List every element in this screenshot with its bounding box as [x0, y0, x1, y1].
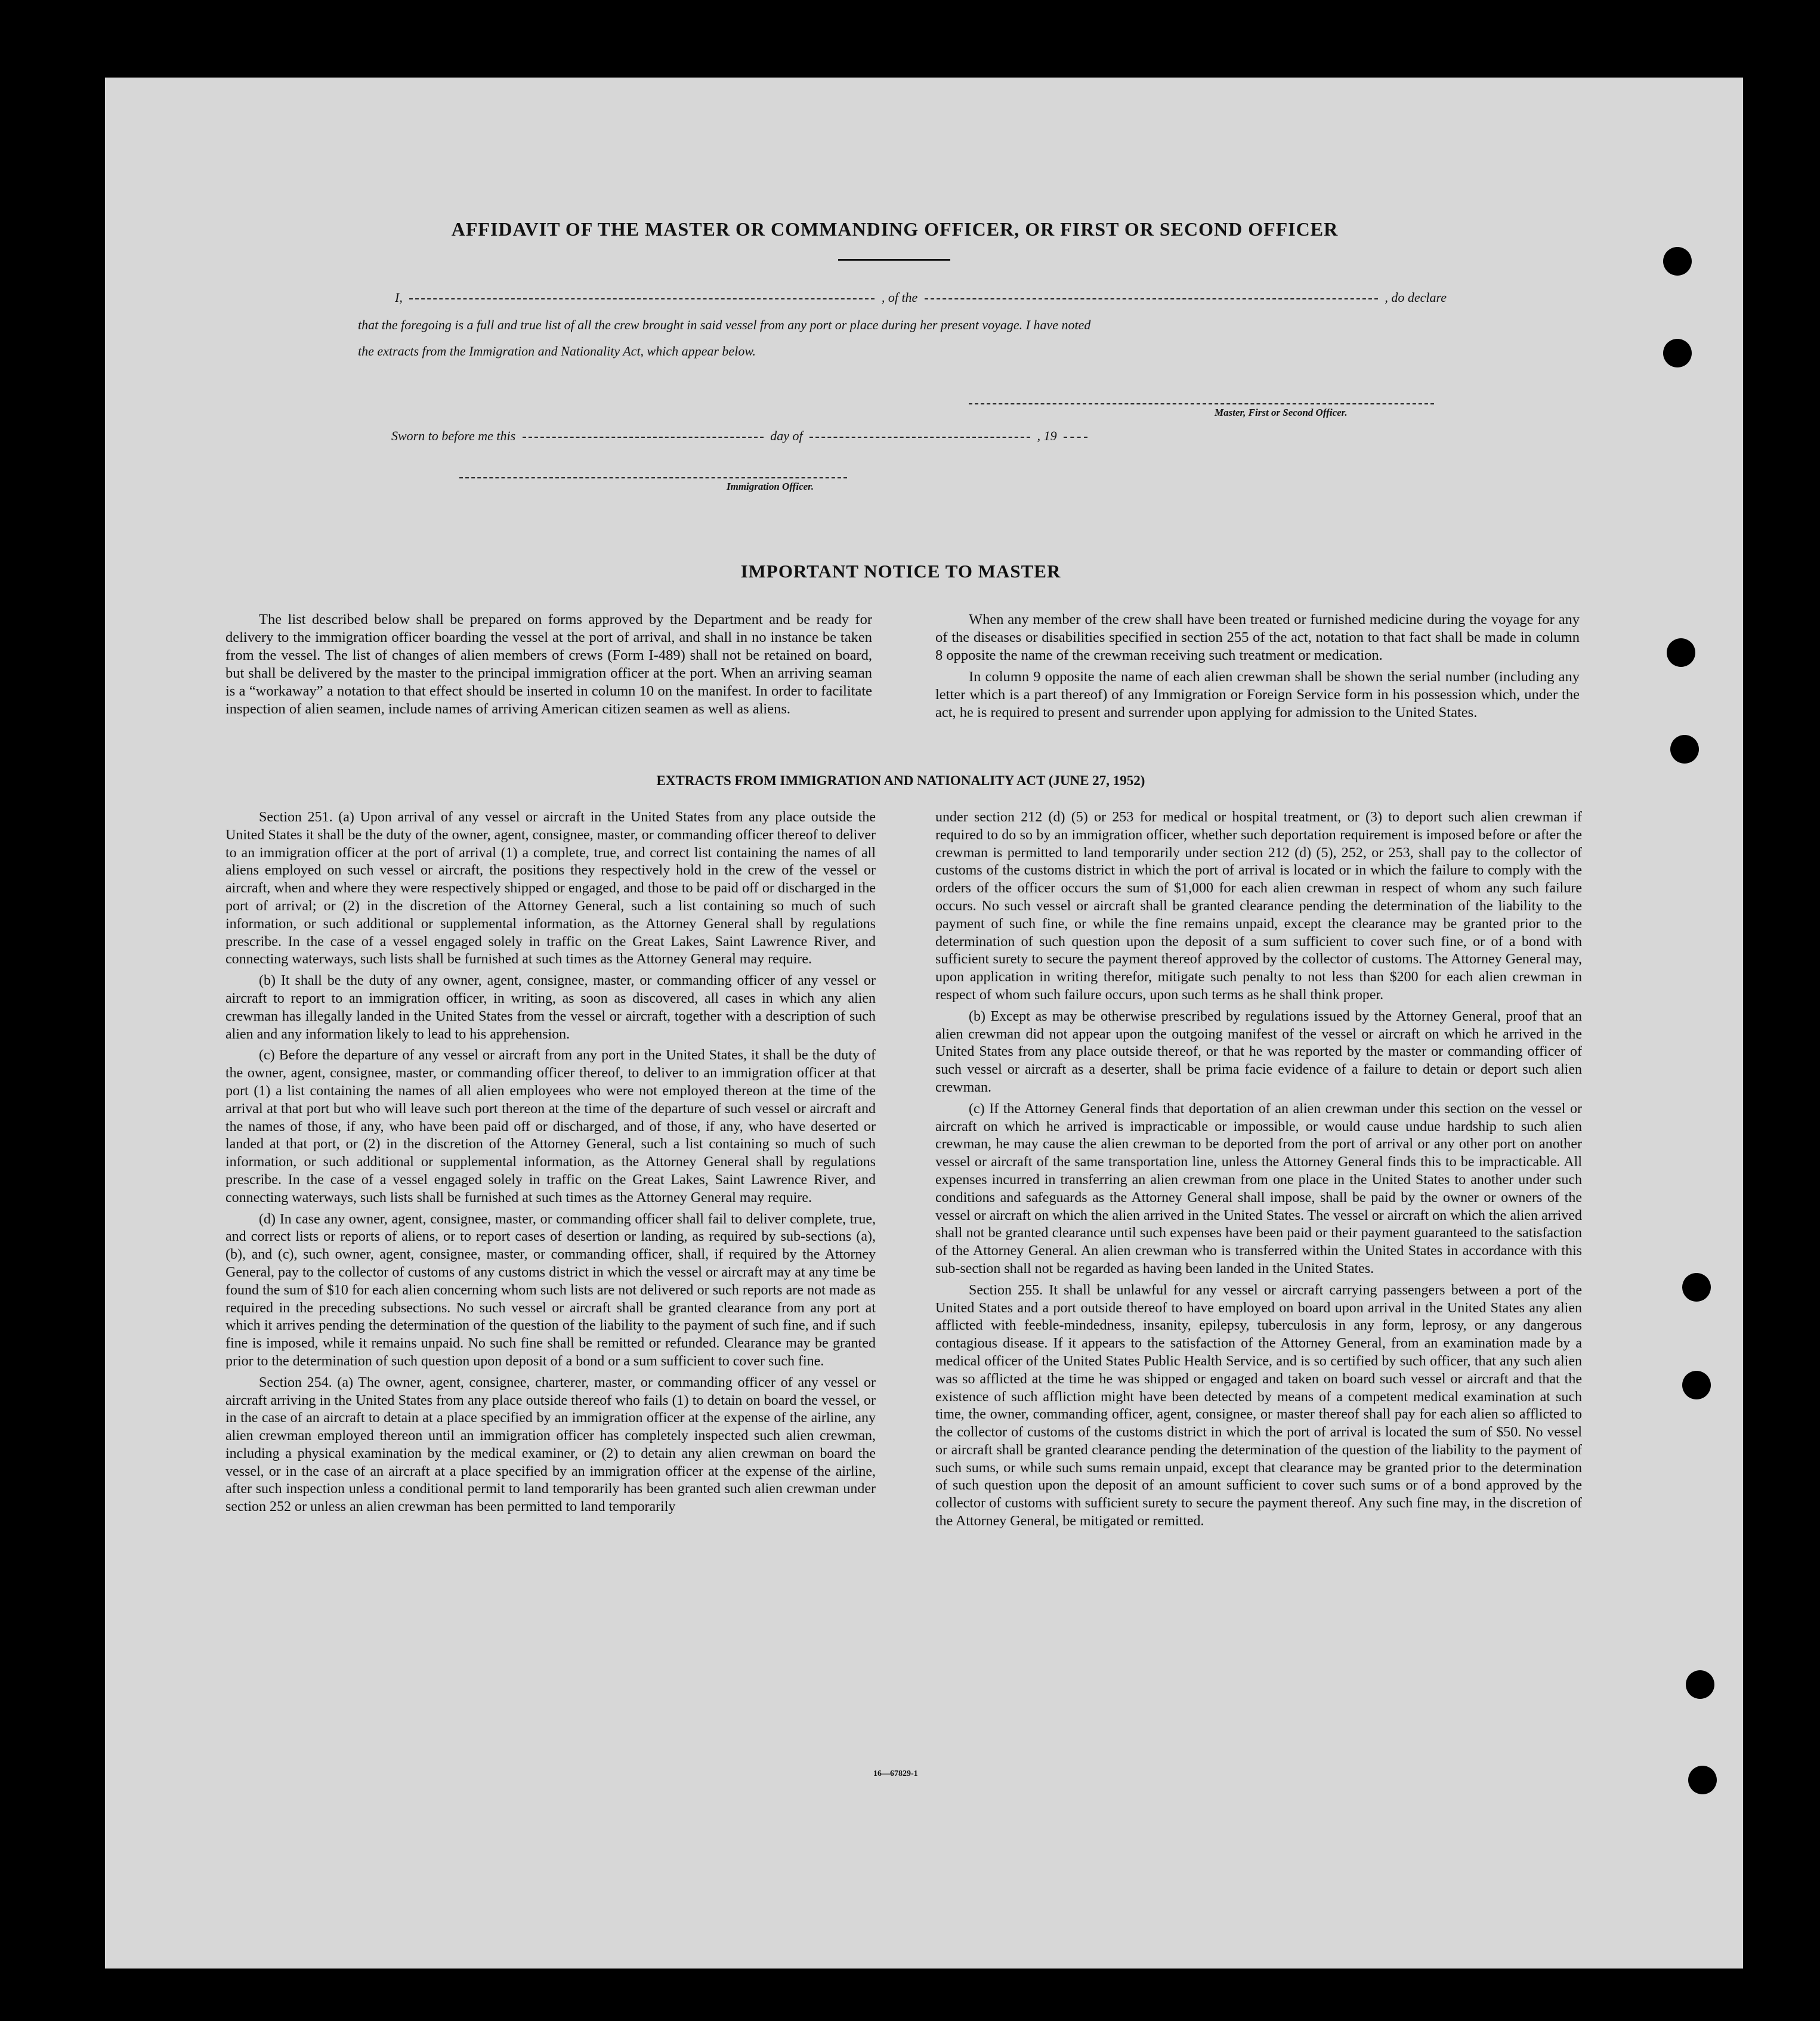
declarant-name-field[interactable] — [409, 298, 875, 299]
declare-label: , do declare — [1385, 290, 1447, 305]
notice-title: IMPORTANT NOTICE TO MASTER — [740, 561, 1061, 582]
year-label: , 19 — [1037, 428, 1057, 443]
master-signature-caption: Master, First or Second Officer. — [1215, 407, 1348, 418]
punch-hole — [1688, 1766, 1717, 1794]
punch-hole — [1663, 247, 1692, 276]
day-of-label: day of — [770, 428, 803, 443]
sworn-day-field[interactable] — [523, 437, 764, 438]
notice-left-paragraph: The list described below shall be prepared on forms approved by the Department and be ready for delivery to the immigration officer boarding the vessel at the port of arrival, and shall in no instance be taken from the vessel. The list of changes of alien members of crews (Form I-489) shall not be retained on board, but shall be delivered by the master to the principal immigration officer at the port. When an arriving seaman is a “workaway” a notation to that effect should be inserted in column 10 on the manifest. In order to facilitate inspection of alien seamen, include names of arriving American citizen seamen as well as aliens. — [225, 611, 872, 717]
notice-right-paragraph-1: When any member of the crew shall have been treated or furnished medicine during the voyage for any of the diseases or disabilities specified in section 255 of the act, notation to that fact shall be made in column 8 opposite the name of the crewman receiving such treatment or medication. — [935, 611, 1580, 663]
section-251c: (c) Before the departure of any vessel or aircraft from any port in the United States, it shall be the duty of the owner, agent, consignee, master, or commanding officer thereof, to deliver to an immigration officer at that port (1) a list containing the names of all alien employees who were not employed thereon at the time of the arrival at that port but who will leave such port thereon at the time of the departure of such vessel or aircraft and the names of those, if any, who have been paid off or discharged, and of those, if any, who have deserted or landed at that port, or (2) in the discretion of the Attorney General, such a list containing so much of such information, or such additional or supplemental information, as the Attorney General shall by regulations prescribe. In the case of a vessel engaged solely in traffic on the Great Lakes, Saint Lawrence River, and connecting waterways, such lists shall be furnished at such times as the Attorney General may require. — [225, 1047, 876, 1206]
affidavit-line-1 — [395, 290, 1447, 305]
affidavit-line-3: the extracts from the Immigration and Nationality Act, which appear below. — [358, 344, 756, 359]
section-251b: (b) It shall be the duty of any owner, agent, consignee, master, or commanding officer of any vessel or aircraft to report to an immigration officer, in writing, as soon as discovered, all cases in which any alien crewman has illegally landed in the United States from the vessel or aircraft, together with a description of such alien and any information likely to lead to his apprehension. — [225, 973, 876, 1042]
affidavit-line-2: that the foregoing is a full and true list of all the crew brought in said vessel from any port or place during her present voyage. I have noted — [358, 317, 1091, 332]
vessel-label: , of the — [881, 290, 918, 305]
sworn-line — [391, 428, 1091, 444]
section-254b: (b) Except as may be otherwise prescribed by regulations issued by the Attorney General, proof that an alien crewman did not appear upon the outgoing manifest of the vessel or aircraft on which he arrived in the United States from any place outside thereof, or that he was reported by the master or commanding officer of such vessel or aircraft as a deserter, shall be prima facie evidence of a failure to detain or deport such alien crewman. — [935, 1008, 1582, 1095]
section-254a-continued: under section 212 (d) (5) or 253 for medical or hospital treatment, or (3) to deport such alien crewman if required to do so by an immigration officer, whether such deportation requirement is imposed before or after the crewman is permitted to land temporarily under section 212 (d) (5), 252, or 253, shall pay to the collector of customs of the customs district in which the port of arrival is located or in which the failure to comply with the orders of the officer occurs the sum of $1,000 for each alien crewman in respect of whom any such failure occurs. No such vessel or aircraft shall be granted clearance pending the determination of the liability to the payment of such fine, or while the fine remains unpaid, except the clearance may be granted prior to the determination of such question upon the deposit of a sum sufficient to cover such fine, or of a bond with sufficient surety to secure the payment thereof approved by the collector of customs. The Attorney General may, upon application in writing therefor, mitigate such penalty to not less than $200 for each alien crewman in respect of whom such failure occurs, upon such terms as he shall think proper. — [935, 809, 1582, 1003]
section-251a: Section 251. (a) Upon arrival of any vessel or aircraft in the United States from any place outside the United States it shall be the duty of the owner, agent, consignee, master, or commanding officer thereof to deliver to an immigration officer at the port of arrival (1) a complete, true, and correct list containing the names of all aliens employed on such vessel or aircraft, the positions they respectively hold in the crew of the vessel or aircraft, when and where they were respectively shipped or engaged, and those to be paid off or discharged in the port of arrival; or (2) in the discretion of the Attorney General, such a list containing so much of such information, or such additional or supplemental information, as the Attorney General shall by regulations prescribe. In the case of a vessel engaged solely in traffic on the Great Lakes, Saint Lawrence River, and connecting waterways, such lists shall be furnished at such times as the Attorney General may require. — [225, 809, 876, 968]
punch-hole — [1682, 1273, 1711, 1302]
vessel-name-field[interactable] — [925, 298, 1378, 299]
punch-hole — [1667, 638, 1695, 667]
section-255: Section 255. It shall be unlawful for any vessel or aircraft carrying passengers between a port of the United States and a port outside thereof to have employed on board upon arrival in the United States any alien afflicted with feeble-mindedness, insanity, epilepsy, tuberculosis in any form, leprosy, or any dangerous contagious disease. If it appears to the satisfaction of the Attorney General, from an examination made by a medical officer of the United States Public Health Service, and is so certified by such officer, that any such alien was so afflicted at the time he was shipped or engaged and taken on board such vessel or aircraft and that the existence of such affliction might have been detected by means of a competent medical examination at such time, the owner, commanding officer, agent, consignee, or master thereof shall pay for each alien so afflicted to the collector of customs of the customs district in which the port of arrival is located the sum of $50. No vessel or aircraft shall be granted clearance pending the determination of the question of the liability to the payment of such sums, or while such sums remain unpaid, except that clearance may be granted prior to the determination of such question upon the deposit of an amount sufficient to cover such sums or of a bond approved by the collector of customs with sufficient surety to secure the payment thereof. Any such fine may, in the discretion of the Attorney General, be mitigated or remitted. — [935, 1282, 1582, 1529]
notice-left-column — [225, 611, 872, 722]
punch-hole — [1663, 339, 1692, 367]
notice-right-paragraph-2: In column 9 opposite the name of each alien crewman shall be shown the serial number (including any letter which is a part thereof) of any Immigration or Foreign Service form in his possession which, under the act, he is required to present and surrender upon applying for admission to the United States. — [935, 669, 1580, 721]
form-code: 16—67829-1 — [873, 1769, 918, 1778]
punch-hole — [1670, 735, 1699, 764]
immigration-officer-signature-line[interactable] — [459, 477, 847, 478]
extracts-left-column — [225, 809, 876, 1520]
section-254a: Section 254. (a) The owner, agent, consignee, charterer, master, or commanding officer of any vessel or aircraft arriving in the United States from any place outside thereof who fails (1) to detain on board the vessel, or in the case of an aircraft to detain at a place specified by an immigration officer at the expense of the airline, any alien crewman employed thereon until an immigration officer has completely inspected such alien crewman, including a physical examination by the medical examiner, or (2) to detain any alien crewman on board the vessel, or in the case of an aircraft at a place specified by an immigration officer at the expense of the airline, after such inspection unless a conditional permit to land temporarily has been granted such alien crewman under section 252 or unless an alien crewman has been permitted to land temporarily — [225, 1374, 876, 1515]
punch-hole — [1682, 1371, 1711, 1399]
notice-right-column — [935, 611, 1580, 725]
title-rule — [838, 259, 950, 261]
affidavit-title: AFFIDAVIT OF THE MASTER OR COMMANDING OFFICER, OR FIRST OR SECOND OFFICER — [451, 218, 1339, 240]
punch-hole — [1686, 1670, 1714, 1699]
section-254c: (c) If the Attorney General finds that deportation of an alien crewman under this section on the vessel or aircraft on which he arrived is impracticable or impossible, or would cause undue hardship to such alien crewman, he may cause the alien crewman to be deported from the port of arrival or any other port on another vessel or aircraft of the same transportation line, unless the Attorney General finds this to be impracticable. All expenses incurred in transferring an alien crewman from one place in the United States to another under such conditions and safeguards as the Attorney General shall impose, shall be paid by the owner or owners of the vessel or aircraft on which the alien arrived in the United States. The vessel or aircraft on which the alien arrived shall not be granted clearance until such expenses have been paid or their payment guaranteed to the satisfaction of the Attorney General. An alien crewman who is transferred within the United States in accordance with this sub-section shall not be regarded as having been landed in the United States. — [935, 1101, 1582, 1277]
master-signature-line[interactable] — [969, 403, 1434, 404]
section-251d: (d) In case any owner, agent, consignee, master, or commanding officer shall fail to deliver complete, true, and correct lists or reports of aliens, or to report cases of desertion or landing, as required by sub-sections (a), (b), and (c), such owner, agent, consignee, master, or commanding officer, shall, if required by the Attorney General, pay to the collector of customs of any customs district in which the vessel or aircraft may at any time be found the sum of $10 for each alien concerning whom such lists are not delivered or such reports are not made as required in the preceding subsections. No such vessel or aircraft shall be granted clearance from any port at which it arrives pending the determination of the question of the liability to the payment of such fine, and if such fine is imposed, while it remains unpaid. No such fine shall be remitted or refunded. Clearance may be granted prior to the determination of such question upon deposit of a bond or a sum sufficient to cover such fine. — [225, 1211, 876, 1369]
declarant-label: I, — [395, 290, 403, 305]
extracts-title: EXTRACTS FROM IMMIGRATION AND NATIONALITY ACT (JUNE 27, 1952) — [656, 773, 1145, 788]
extracts-right-column — [935, 809, 1582, 1534]
sworn-label: Sworn to before me this — [391, 428, 516, 443]
sworn-month-field[interactable] — [809, 437, 1030, 438]
sworn-year-field[interactable] — [1064, 437, 1087, 438]
immigration-officer-caption: Immigration Officer. — [727, 481, 814, 492]
